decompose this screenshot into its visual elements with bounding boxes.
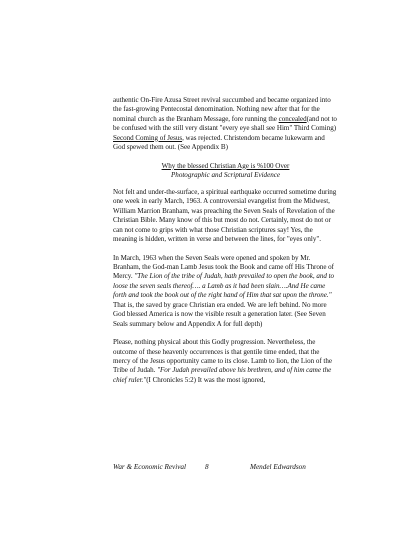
footer-book-title: War & Economic Revival	[113, 463, 186, 471]
paragraph-seven-seals	[113, 254, 338, 329]
paragraph-godly-progression	[113, 338, 338, 385]
section-subtitle: Photographic and Scriptural Evidence	[170, 170, 280, 179]
scripture-quote-judah: "For Judah prevailed above his brethren, and of him came the chief ruler."	[113, 366, 332, 384]
paragraph-spiritual-earthquake	[113, 188, 338, 244]
scripture-quote-lion-lamb: "The Lion of the tribe of Judah, hath prevailed to open the book, and to loose the seven seals thereof…. a Lamb as it had been slain….And He came forth and took the book out of the right hand of Him that sat upon the throne."	[113, 272, 335, 300]
section-heading	[113, 162, 338, 180]
paragraph-azusa-revival	[113, 96, 338, 152]
paragraph-2-text: Not felt and under-the-surface, a spiritual earthquake occurred sometime during one week in early March, 1963. A controversial evangelist from the Midwest, William Marrion Branham, was preaching the Seven Seals of Revelation of the Christian Bible. Many know of this but most do not. Certainly, most do not or can not come to grips with what those Christian scriptures say! Yes, the meaning is hidden, written in verse and between the lines, for "eyes only".	[113, 188, 337, 244]
paragraph-4-text-1: Please, nothing physical about this Godly progression. Nevertheless, the outcome of these heavenly occurrences is that gentile time ended, that the mercy of the Jesus opportunity came to its close. Lamb to lion, the Lion of the Tribe of Judah.	[113, 338, 332, 375]
page-footer	[113, 462, 338, 472]
paragraph-1-text-1: authentic On-Fire Azusa Street revival succumbed and became organized into the fast-growing Pentecostal denomination. Nothing new after that for the nominal church as the Branham Message, fore running the	[113, 96, 331, 123]
second-coming-underlined-text: Second Coming of Jesus	[113, 133, 183, 142]
footer-page-number: 8	[205, 463, 209, 471]
concealed-underlined-text: concealed	[278, 114, 307, 123]
paragraph-3-text-2: That is, the saved by grace Christian era ended. We are left behind. No more God blessed America is now the visible result a generation later. (See Seven Seals summary below and Appendix A for full depth)	[113, 300, 327, 328]
section-title: Why the blessed Christian Age is %100 Over	[161, 161, 290, 170]
paragraph-1-text-3: , was rejected. Christendom became lukewarm and God spewed them out. (See Appendix B)	[113, 133, 325, 152]
footer-author-name: Mendel Edwardson	[250, 463, 306, 471]
paragraph-1-text-2: (and not to be confused with the still very distant "every eye shall see Him" Third Coming)	[113, 114, 337, 133]
page-content	[113, 96, 338, 394]
paragraph-4-text-2: (I Chronicles 5:2) It was the most ignored,	[146, 375, 266, 384]
paragraph-3-text-1: In March, 1963 when the Seven Seals were opened and spoken by Mr. Branham, the God-man Lamb Jesus took the Book and came off His Throne of Mercy.	[113, 253, 335, 281]
